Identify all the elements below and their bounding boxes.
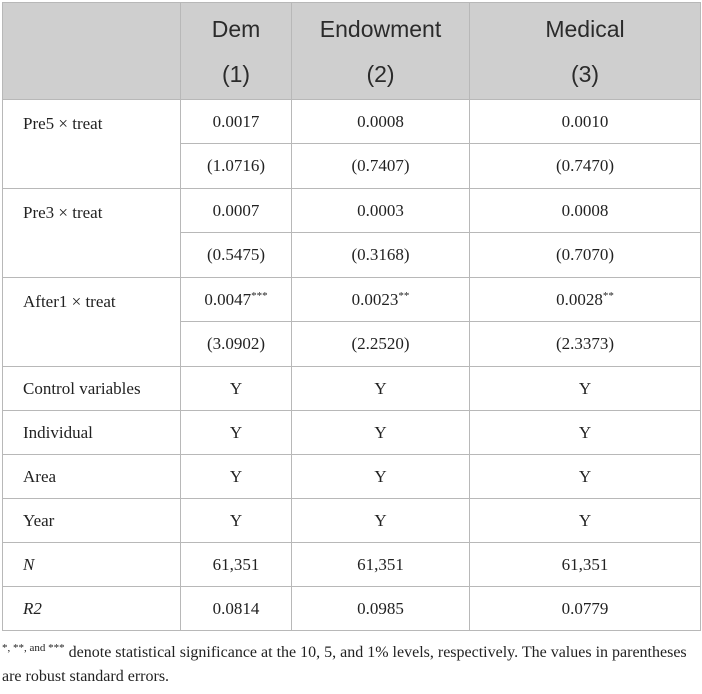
cell-coef <box>292 100 470 144</box>
cell-se: (2.2520) <box>292 322 470 367</box>
row-label: N <box>3 543 181 587</box>
cell-value: Y <box>292 367 470 411</box>
cell-value: Y <box>181 455 292 499</box>
table-row-pre5 <box>3 100 701 144</box>
cell-coef <box>470 278 701 322</box>
cell-value: Y <box>470 499 701 543</box>
coef-value: 0.0023 <box>351 289 399 309</box>
cell-value: 61,351 <box>470 543 701 587</box>
cell-value: Y <box>181 499 292 543</box>
cell-se: (2.3373) <box>470 322 701 367</box>
table-row-pre3 <box>3 189 701 233</box>
cell-coef <box>292 278 470 322</box>
cell-se: (0.7470) <box>470 144 701 189</box>
cell-se: (0.3168) <box>292 233 470 278</box>
cell-value: Y <box>181 367 292 411</box>
table-row-control-variables <box>3 367 701 411</box>
cell-se: (0.7070) <box>470 233 701 278</box>
significance-stars: ** <box>602 289 614 302</box>
cell-value: Y <box>292 455 470 499</box>
header-col-1: (1) <box>181 55 292 100</box>
cell-se: (1.0716) <box>181 144 292 189</box>
table-row-n <box>3 543 701 587</box>
cell-value: Y <box>470 411 701 455</box>
cell-value: 0.0985 <box>292 587 470 631</box>
cell-coef <box>181 100 292 144</box>
table-row-after1 <box>3 278 701 322</box>
cell-value: Y <box>470 455 701 499</box>
table-footnote <box>2 641 702 689</box>
cell-value: 61,351 <box>181 543 292 587</box>
row-label-after1: After1 × treat <box>3 278 181 367</box>
table-row-r2 <box>3 587 701 631</box>
header-sub-empty <box>3 55 181 100</box>
regression-table <box>2 2 701 631</box>
cell-coef <box>181 189 292 233</box>
row-label: R2 <box>3 587 181 631</box>
row-label-pre5: Pre5 × treat <box>3 100 181 189</box>
row-label: Area <box>3 455 181 499</box>
header-col-3: (3) <box>470 55 701 100</box>
row-label: Year <box>3 499 181 543</box>
cell-se: (0.7407) <box>292 144 470 189</box>
cell-value: Y <box>292 499 470 543</box>
coef-value: 0.0017 <box>212 111 260 131</box>
coef-value: 0.0007 <box>212 200 260 220</box>
cell-value: 61,351 <box>292 543 470 587</box>
coef-value: 0.0028 <box>556 289 603 309</box>
row-label: Individual <box>3 411 181 455</box>
cell-coef <box>470 189 701 233</box>
header-row-names <box>3 3 701 56</box>
cell-coef <box>470 100 701 144</box>
table-row-area <box>3 455 701 499</box>
row-label-pre3: Pre3 × treat <box>3 189 181 278</box>
table-row-year <box>3 499 701 543</box>
significance-stars: ** <box>398 289 410 302</box>
header-medical: Medical <box>470 3 701 56</box>
coef-value: 0.0008 <box>561 200 609 220</box>
coef-value: 0.0008 <box>357 111 404 131</box>
cell-value: Y <box>470 367 701 411</box>
coef-value: 0.0003 <box>357 200 404 220</box>
coef-value: 0.0047 <box>204 289 252 309</box>
header-row-numbers <box>3 55 701 100</box>
coef-value: 0.0010 <box>561 111 609 131</box>
header-col-2: (2) <box>292 55 470 100</box>
table-body <box>3 100 701 631</box>
cell-coef <box>181 278 292 322</box>
header-endowment: Endowment <box>292 3 470 56</box>
table-header <box>3 3 701 100</box>
cell-se: (0.5475) <box>181 233 292 278</box>
header-cell-empty <box>3 3 181 56</box>
cell-value: Y <box>292 411 470 455</box>
cell-value: 0.0814 <box>181 587 292 631</box>
cell-coef <box>292 189 470 233</box>
cell-value: Y <box>181 411 292 455</box>
significance-stars: *** <box>251 289 268 302</box>
row-label: Control variables <box>3 367 181 411</box>
cell-value: 0.0779 <box>470 587 701 631</box>
table-row-individual <box>3 411 701 455</box>
footnote-stars: *, **, and *** <box>2 642 65 654</box>
footnote-text: denote statistical significance at the 10, 5, and 1% levels, respectively. The values in parentheses are robust standard errors. <box>2 644 687 685</box>
cell-se: (3.0902) <box>181 322 292 367</box>
header-dem: Dem <box>181 3 292 56</box>
